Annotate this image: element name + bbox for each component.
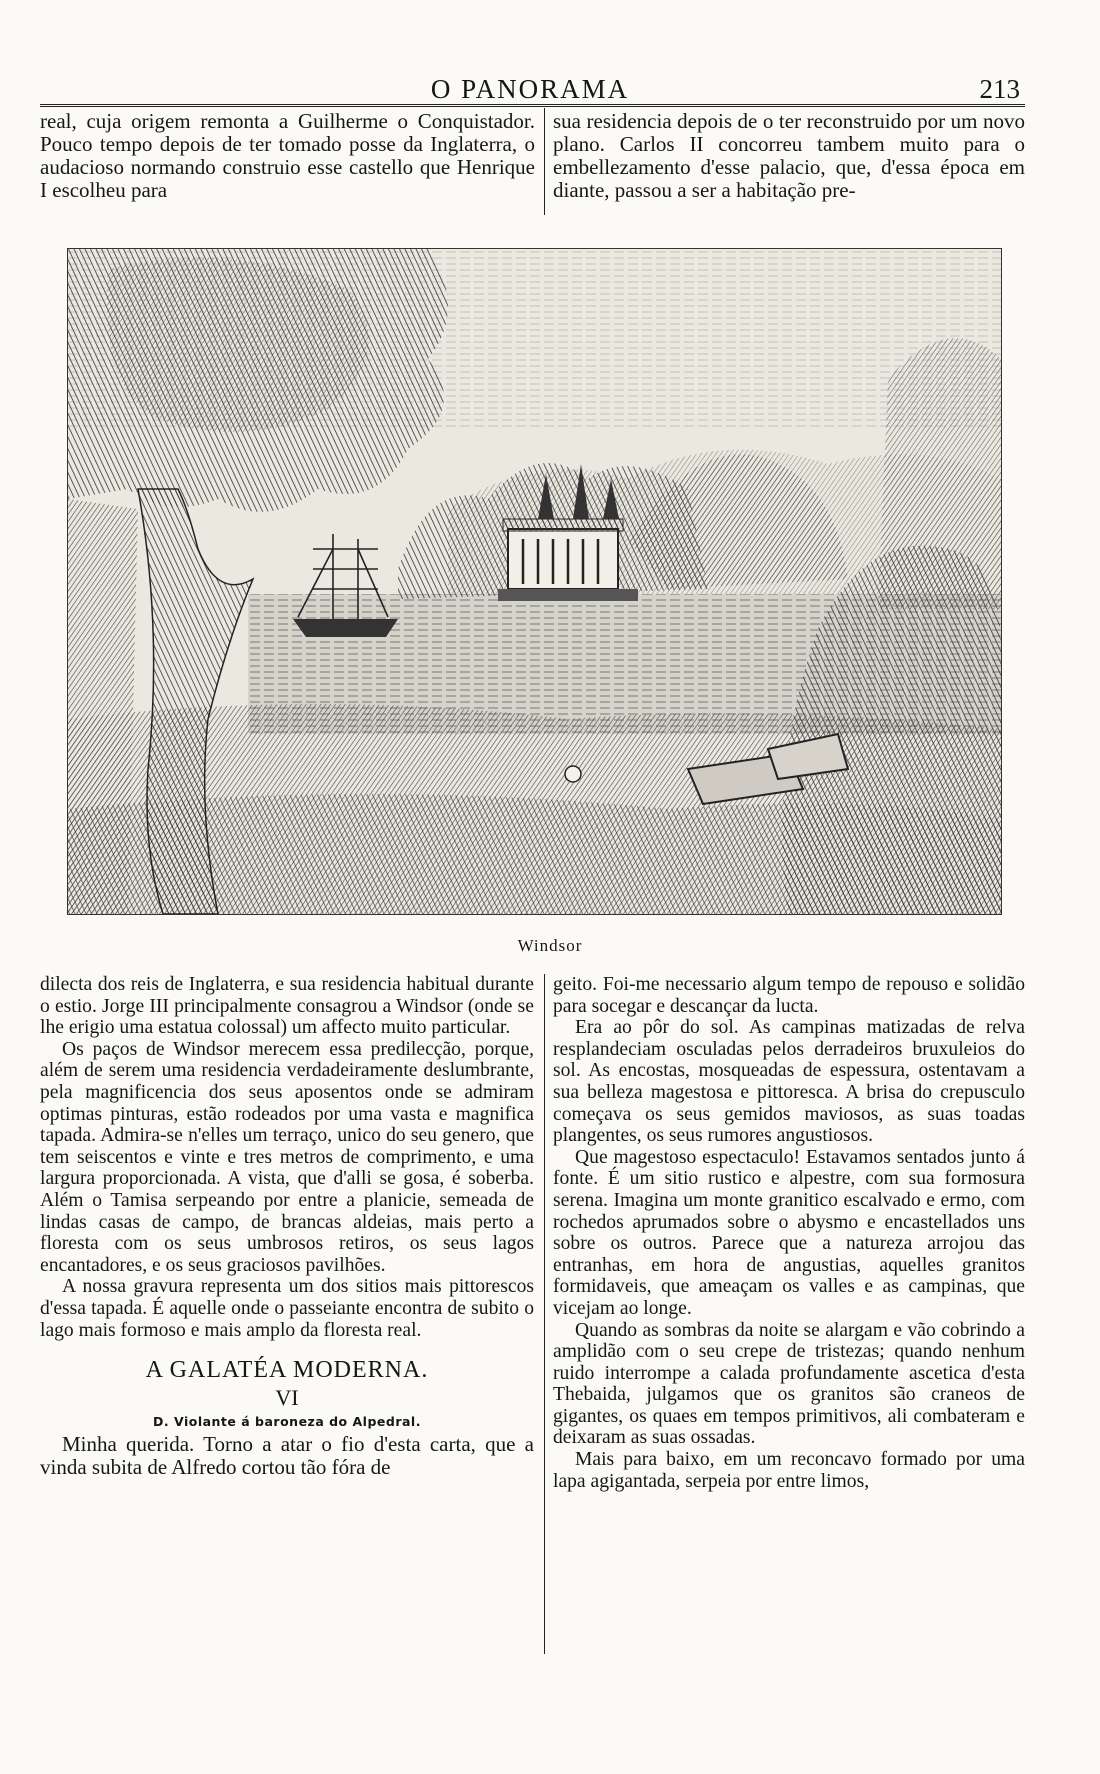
letter-dedication: D. Violante á baroneza do Alpedral.: [153, 1414, 421, 1430]
top-right-column: [553, 110, 1025, 202]
paragraph: Que magestoso espectaculo! Estavamos sentados junto á fonte. É um sitio rustico e alpestre, com sua formosura serena. Imagina um monte granitico escalvado e ermo, com rochedos aprumados sobre o abysmo e encastellados uns sobre os outros. Parece que a natureza arrojou das entranhas, em hora de angustias, aquelles granitos formidaveis, que ameaçam os valles e as campinas, que vicejam ao longe.: [553, 1146, 1025, 1319]
section-number: VI: [275, 1385, 299, 1411]
paragraph: dilecta dos reis de Inglaterra, e sua residencia habitual durante o estio. Jorge III principalmente consagrou a Windsor (onde se lhe erigio uma estatua colossal) um affecto muito particular.: [40, 974, 534, 1039]
engraving-illustration: [68, 249, 1001, 914]
top-left-column: [40, 110, 535, 202]
paragraph: geito. Foi-me necessario algum tempo de repouso e solidão para socegar e descançar da lucta.: [553, 974, 1025, 1017]
top-column-divider: [544, 108, 545, 215]
paragraph: real, cuja origem remonta a Guilherme o Conquistador. Pouco tempo depois de ter tomado posse da Inglaterra, o audacioso normando construio esse castello que Henrique I escolheu para: [40, 109, 535, 202]
paragraph: Quando as sombras da noite se alargam e vão cobrindo a amplidão com o seu crepe de tristezas; quando nenhum ruido interrompe a calada profundamente ascetica d'esta Thebaida, julgamos que os granitos são craneos de gigantes, os quaes em tempos primitivos, ali combateram e deixaram as suas ossadas.: [553, 1319, 1025, 1449]
paragraph: Minha querida. Torno a atar o fio d'esta carta, que a vinda subita de Alfredo cortou tão fóra de: [40, 1432, 534, 1480]
paragraph: sua residencia depois de o ter reconstruido por um novo plano. Carlos II concorreu tambem muito para o embellezamento d'esse palacio, que, d'essa época em diante, passou a ser a habitação pre-: [553, 109, 1025, 202]
header-rule: [40, 104, 1025, 107]
illustration-caption: Windsor: [517, 936, 583, 955]
windsor-engraving: [67, 248, 1002, 915]
page-number: 213: [979, 74, 1020, 104]
paragraph: Era ao pôr do sol. As campinas matizadas de relva resplandeciam osculadas pelos derradeiros bruxuleios do sol. As encostas, mosqueadas de espessura, ostentavam a sua belleza magestosa e pittoresca. A brisa do crepusculo começava os seus gemidos maviosos, as suas toadas plangentes, os seus rumores angustiosos.: [553, 1017, 1025, 1147]
section-title: A GALATÉA MODERNA.: [145, 1357, 429, 1384]
paragraph: A nossa gravura representa um dos sitios mais pittorescos d'essa tapada. É aquelle onde o passeiante encontra de subito o lago mais formoso e mais amplo da floresta real.: [40, 1276, 534, 1341]
running-header: [40, 70, 1020, 106]
journal-title: O PANORAMA: [430, 74, 630, 104]
paragraph: Mais para baixo, em um reconcavo formado por uma lapa agigantada, serpeia por entre limos,: [553, 1449, 1025, 1492]
bottom-left-column: [40, 974, 534, 1479]
bottom-column-divider: [544, 974, 545, 1654]
bottom-right-column: [553, 974, 1025, 1492]
paragraph: Os paços de Windsor merecem essa predilecção, porque, além de serem uma residencia verdadeiramente deslumbrante, pela magnificencia dos seus aposentos onde se admiram optimas pinturas, estão rodeados por uma vasta e magnifica tapada. Admira-se n'elles um terraço, unico do seu genero, que tem seiscentos e vinte e tres metros de comprimento, e uma largura proporcionada. A vista, que d'alli se gosa, é soberba. Além o Tamisa serpeando por entre a planicie, semeada de lindas casas de campo, de brancas aldeias, mais perto a floresta com os seus umbrosos retiros, os seus lagos encantadores, e os seus graciosos pavilhões.: [40, 1038, 534, 1276]
